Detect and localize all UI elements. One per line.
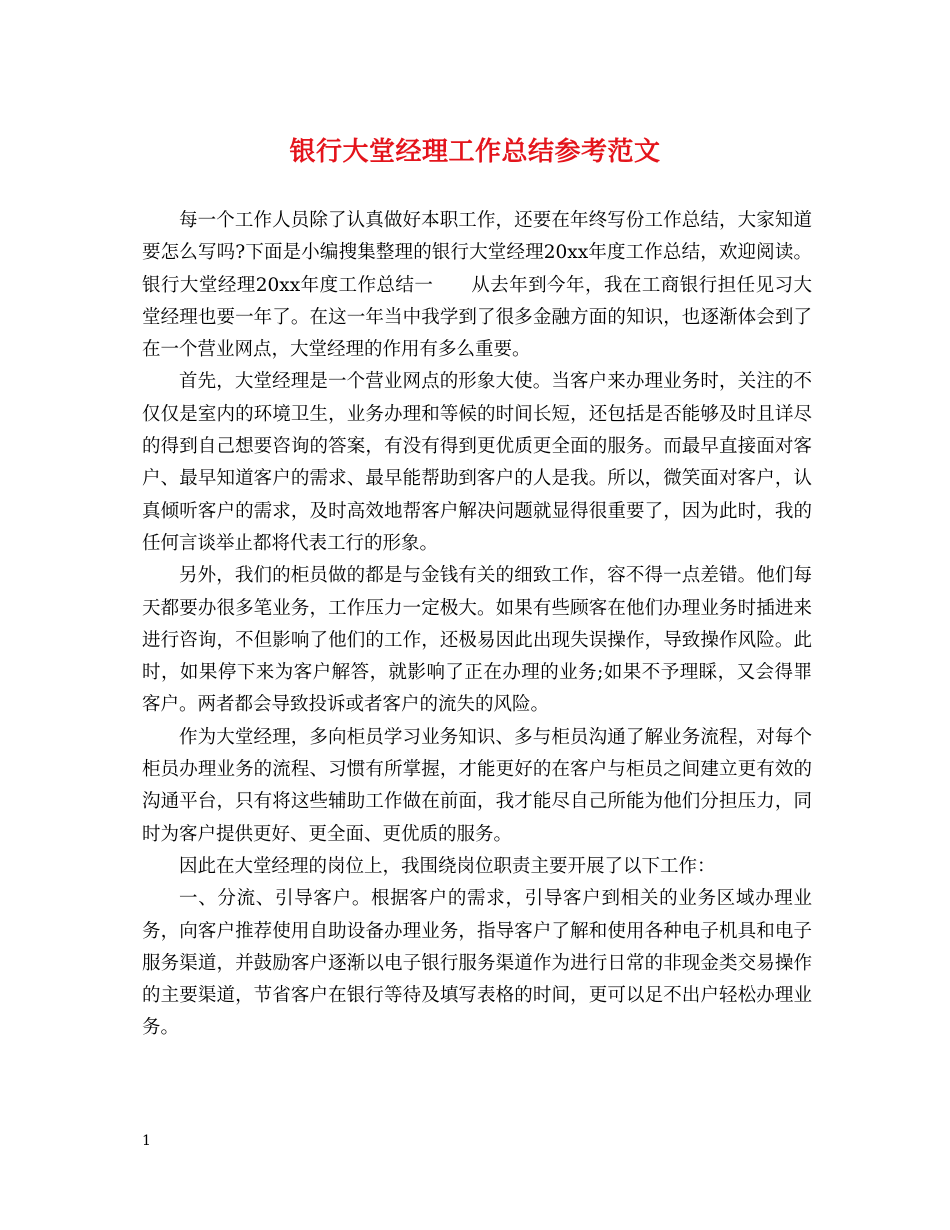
page-number: 1 xyxy=(142,1133,151,1149)
paragraph-intro: 每一个工作人员除了认真做好本职工作，还要在年终写份工作总结，大家知道要怎么写吗?下面是小编搜集整理的银行大堂经理20xx年度工作总结，欢迎阅读。银行大堂经理20xx年度工作总结一 从去年到今年，我在工商银行担任见习大堂经理也要一年了。在这一年当中我学到了很多金融方面的知识，也逐渐体会到了在一个营业网点，大堂经理的作用有多么重要。 xyxy=(142,210,812,361)
paragraph-image-ambassador: 首先，大堂经理是一个营业网点的形象大使。当客户来办理业务时，关注的不仅仅是室内的环境卫生，业务办理和等候的时间长短，还包括是否能够及时且详尽的得到自己想要咨询的答案，有没有得到更优质更全面的服务。而最早直接面对客户、最早知道客户的需求、最早能帮助到客户的人是我。所以，微笑面对客户，认真倾听客户的需求，及时高效地帮客户解决问题就显得很重要了，因为此时，我的任何言谈举止都将代表工行的形象。 xyxy=(142,371,812,554)
document-title: 银行大堂经理工作总结参考范文 xyxy=(289,137,661,167)
paragraph-communication: 作为大堂经理，多向柜员学习业务知识、多与柜员沟通了解业务流程，对每个柜员办理业务的流程、习惯有所掌握，才能更好的在客户与柜员之间建立更有效的沟通平台，只有将这些辅助工作做在前面，我才能尽自己所能为他们分担压力，同时为客户提供更好、更全面、更优质的服务。 xyxy=(142,726,812,845)
paragraph-work-intro: 因此在大堂经理的岗位上，我围绕岗位职责主要开展了以下工作： xyxy=(179,855,716,877)
paragraph-teller-pressure: 另外，我们的柜员做的都是与金钱有关的细致工作，容不得一点差错。他们每天都要办很多笔业务，工作压力一定极大。如果有些顾客在他们办理业务时插进来进行咨询，不但影响了他们的工作，还极易因此出现失误操作，导致操作风险。此时，如果停下来为客户解答，就影响了正在办理的业务;如果不予理睬，又会得罪客户。两者都会导致投诉或者客户的流失的风险。 xyxy=(142,565,812,716)
paragraph-guide-customers: 一、分流、引导客户。根据客户的需求，引导客户到相关的业务区域办理业务，向客户推荐使用自助设备办理业务，指导客户了解和使用各种电子机具和电子服务渠道，并鼓励客户逐渐以电子银行服务渠道作为进行日常的非现金类交易操作的主要渠道，节省客户在银行等待及填写表格的时间，更可以足不出户轻松办理业务。 xyxy=(142,888,812,1039)
document-body xyxy=(142,205,812,1045)
